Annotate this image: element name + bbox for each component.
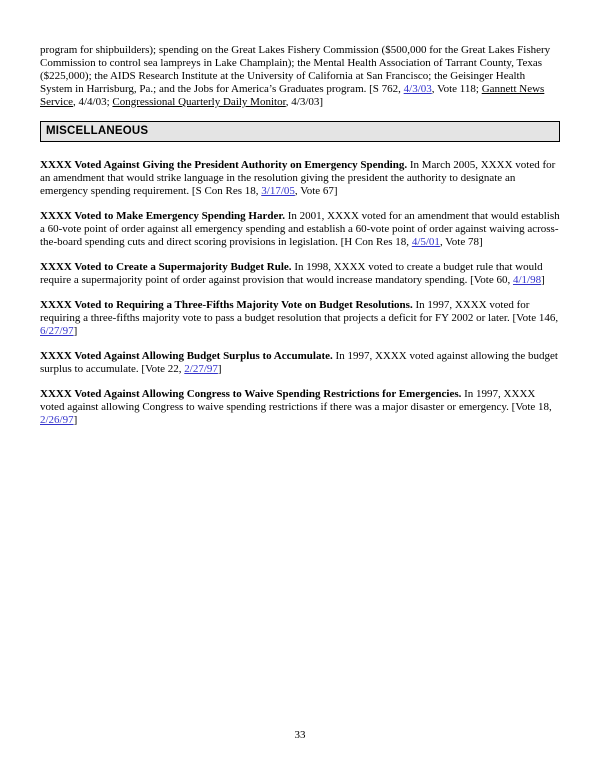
vote-tail: , Vote 78] [439,236,483,248]
vote-body: In 2001, XXXX voted for an amendment that would establish a 60-vote point of order against all emergency spending and establish a 60-vote point of order against waiving across-the-board spending cuts and direct scoring provisions in legislation. [H Con Res 18, [40,210,560,248]
section-header-miscellaneous [40,121,560,142]
intro-text: , 4/3/03] [285,96,324,108]
vote-body: In 1997, XXXX voted for requiring a three-fifths majority vote to pass a budget resolution that projects a deficit for FY 2002 or later. [Vote 146, [40,299,559,324]
vote-date-link[interactable]: 4/1/98 [512,274,542,286]
publication-name: Congressional Quarterly Daily Monitor [112,96,286,108]
vote-tail: ] [541,274,545,286]
vote-paragraph [40,210,560,249]
vote-date-link[interactable]: 3/17/05 [261,185,295,197]
vote-body: In 1997, XXXX voted against allowing Congress to waive spending restrictions if there was a major disaster or emergency. [Vote 18, [40,388,552,413]
vote-title: XXXX Voted to Requiring a Three-Fifths Majority Vote on Budget Resolutions. [40,299,413,311]
vote-paragraph [40,388,560,427]
intro-text: program for shipbuilders); spending on the Great Lakes Fishery Commission ($500,000 for the Great Lakes Fishery Commission to control sea lampreys in Lake Champlain); the Mental Health Association of Tarrant County, Texas ($225,000); the AIDS Research Institute at the University of California at San Francisco; the Geisinger Health System in Harrisburg, Pa.; and the Jobs for America’s Graduates program. [S 762, [40,44,551,95]
publication-name: Gannett News Service [40,83,545,108]
vote-tail: , Vote 67] [294,185,338,197]
intro-paragraph [40,44,560,109]
vote-tail: ] [73,325,78,337]
vote-date-link[interactable]: 2/27/97 [184,363,218,375]
vote-paragraph [40,299,560,338]
vote-tail: ] [217,363,222,375]
vote-title: XXXX Voted Against Allowing Congress to Waive Spending Restrictions for Emergencies. [40,388,462,400]
page-number: 33 [294,729,306,741]
vote-paragraph [40,261,560,287]
vote-title: XXXX Voted to Make Emergency Spending Harder. [40,210,285,222]
intro-text: , Vote 118; [431,83,482,95]
vote-tail: ] [73,414,78,426]
vote-body: In 1998, XXXX voted to create a budget rule that would require a supermajority point of order against provision that would increase mandatory spending. [Vote 60, [40,261,543,286]
vote-title: XXXX Voted Against Giving the President Authority on Emergency Spending. [40,159,408,171]
section-header-label: MISCELLANEOUS [46,125,149,137]
vote-body: In 1997, XXXX voted against allowing the budget surplus to accumulate. [Vote 22, [40,350,558,375]
intro-text: , 4/4/03; [72,96,113,108]
vote-paragraph [40,350,560,376]
vote-date-link[interactable]: 4/3/03 [403,83,432,95]
vote-date-link[interactable]: 4/5/01 [411,236,440,248]
vote-date-link[interactable]: 2/26/97 [40,414,74,426]
vote-paragraph [40,159,560,198]
vote-title: XXXX Voted Against Allowing Budget Surplus to Accumulate. [40,350,333,362]
vote-date-link[interactable]: 6/27/97 [40,325,74,337]
vote-title: XXXX Voted to Create a Supermajority Budget Rule. [40,261,292,273]
vote-body: In March 2005, XXXX voted for an amendment that would strike language in the resolution giving the president the authority to designate an emergency spending requirement. [S Con Res 18, [40,159,556,197]
